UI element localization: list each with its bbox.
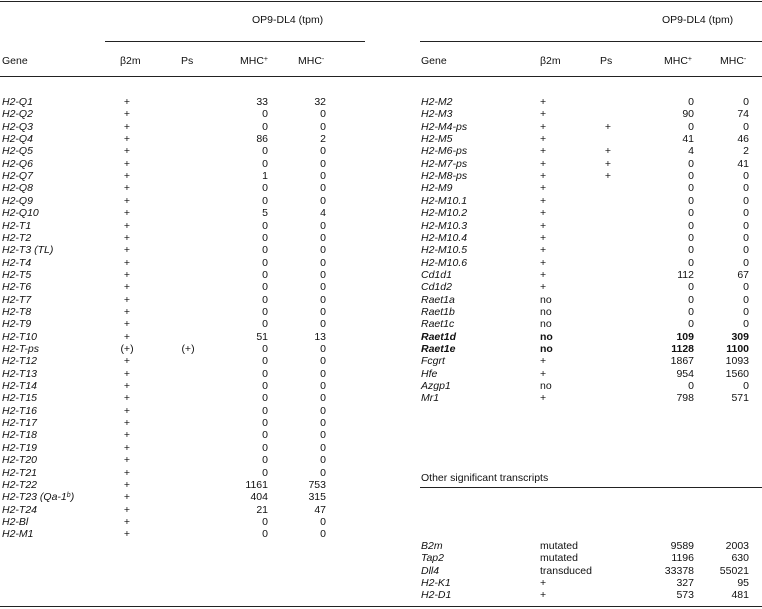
mhc-neg-cell: 0 [743, 182, 749, 195]
mhc-pos-cell: 0 [688, 182, 694, 195]
b2m-cell: + [123, 170, 131, 183]
mhc-pos-cell: 0 [262, 528, 268, 541]
top-rule [0, 1, 762, 2]
b2m-cell: + [540, 281, 547, 294]
gene-name-cell: H2-T6 [2, 281, 32, 294]
mhc-pos-cell: 0 [688, 244, 694, 257]
group-header-right: OP9-DL4 (tpm) [662, 14, 734, 26]
b2m-cell: + [540, 182, 547, 195]
gene-name-cell: Raet1a [421, 293, 455, 306]
mhc-pos-cell: 86 [256, 133, 268, 146]
gene-name-cell: H2-T22 [2, 478, 38, 491]
mhc-neg-cell: 0 [320, 404, 326, 417]
mhc-pos-cell: 0 [688, 293, 694, 306]
mhc-pos-cell: 0 [262, 145, 268, 158]
b2m-cell: no [540, 305, 552, 318]
mhc-pos-cell: 0 [688, 194, 694, 207]
b2m-cell: + [123, 157, 131, 170]
mhc-neg-cell: 0 [320, 244, 326, 257]
col-b2m-right: β2m [540, 55, 561, 67]
gene-name-cell: H2-T1 [2, 219, 32, 232]
col-gene-right: Gene [421, 55, 447, 67]
mhc-pos-cell: 0 [262, 305, 268, 318]
gene-name-cell: B2m [421, 540, 443, 552]
b2m-cell: no [540, 318, 552, 331]
mhc-neg-cell: 67 [737, 268, 749, 281]
mhc-neg-cell: 0 [320, 515, 326, 528]
mhc-neg-cell: 0 [743, 281, 749, 294]
gene-name-cell: H2-Bl [2, 515, 29, 528]
b2m-cell: + [540, 207, 547, 220]
b2m-cell: + [540, 367, 547, 380]
gene-name-cell: H2-T2 [2, 231, 32, 244]
mhc-neg-cell: 0 [320, 454, 326, 467]
col-mhc-neg-left: MHC- [298, 55, 325, 67]
mhc-neg-cell: 0 [743, 194, 749, 207]
mhc-neg-cell: 0 [743, 244, 749, 257]
b2m-cell: + [540, 256, 547, 269]
mhc-neg-cell: 41 [737, 157, 749, 170]
b2m-cell: transduced [540, 564, 592, 577]
b2m-cell: + [123, 231, 131, 244]
b2m-cell: mutated [540, 552, 578, 565]
mhc-neg-cell: 0 [743, 305, 749, 318]
mhc-neg-cell: 0 [743, 318, 749, 331]
mhc-pos-cell: 33378 [664, 564, 694, 577]
gene-name-cell: H2-K1 [421, 577, 451, 590]
gene-name-cell: Raet1d [421, 330, 457, 343]
mhc-pos-cell: 0 [262, 182, 268, 195]
mhc-neg-cell: 0 [320, 120, 326, 133]
gene-name-cell: H2-T14 [2, 380, 38, 393]
mhc-pos-cell: 0 [688, 231, 694, 244]
b2m-cell: + [540, 219, 547, 232]
b2m-cell: + [123, 244, 131, 257]
mhc-pos-cell: 0 [262, 268, 268, 281]
gene-name-cell: H2-T8 [2, 305, 32, 318]
mhc-neg-cell: 0 [320, 256, 326, 269]
gene-name-cell: H2-Q8 [2, 182, 33, 195]
mhc-pos-cell: 0 [262, 355, 268, 368]
b2m-cell: + [123, 96, 131, 108]
gene-name-cell: H2-Q7 [2, 170, 33, 183]
gene-name-cell: H2-T3 (TL) [2, 244, 54, 257]
ps-cell: + [604, 157, 612, 170]
mhc-pos-cell: 90 [682, 108, 694, 121]
mhc-neg-cell: 0 [743, 170, 749, 183]
b2m-cell: + [123, 478, 131, 491]
mhc-neg-cell: 0 [320, 170, 326, 183]
ps-cell: + [604, 170, 612, 183]
gene-name-cell: Mr1 [421, 392, 440, 405]
bottom-rule [0, 606, 762, 607]
mhc-neg-cell: 4 [320, 207, 326, 220]
b2m-cell: + [123, 293, 131, 306]
b2m-cell: + [123, 404, 131, 417]
mhc-neg-cell: 0 [743, 96, 749, 108]
mhc-neg-cell: 0 [320, 355, 326, 368]
mhc-pos-cell: 0 [688, 318, 694, 331]
gene-name-cell: H2-Q10 [2, 207, 39, 220]
gene-name-cell: H2-M3 [421, 108, 453, 121]
mhc-pos-cell: 327 [676, 577, 694, 590]
mhc-pos-cell: 1161 [245, 478, 268, 491]
mhc-pos-cell: 0 [262, 392, 268, 405]
mhc-pos-cell: 0 [262, 441, 268, 454]
mhc-neg-cell: 0 [743, 219, 749, 232]
mhc-neg-cell: 0 [320, 305, 326, 318]
gene-name-cell: H2-T9 [2, 318, 32, 331]
b2m-cell: + [123, 392, 131, 405]
mhc-pos-cell: 0 [262, 231, 268, 244]
col-ps-right: Ps [600, 55, 613, 67]
mhc-pos-cell: 109 [676, 330, 694, 343]
mhc-pos-cell: 0 [262, 293, 268, 306]
other-section-title: Other significant transcripts [421, 472, 549, 484]
b2m-cell: + [123, 268, 131, 281]
mhc-pos-cell: 9589 [670, 540, 694, 552]
mhc-pos-cell: 573 [676, 589, 694, 602]
mhc-pos-cell: 33 [256, 96, 268, 108]
gene-name-cell: H2-M5 [421, 133, 453, 146]
mhc-pos-cell: 0 [262, 380, 268, 393]
gene-name-cell: H2-M10.4 [421, 231, 468, 244]
mhc-neg-cell: 309 [731, 330, 749, 343]
mhc-pos-cell: 798 [676, 392, 694, 405]
b2m-cell: + [540, 589, 547, 602]
mhc-neg-cell: 0 [743, 380, 749, 393]
gene-name-cell: H2-M10.5 [421, 244, 468, 257]
mhc-pos-cell: 404 [250, 491, 268, 504]
mhc-neg-cell: 0 [320, 417, 326, 430]
mhc-pos-cell: 0 [262, 219, 268, 232]
mhc-pos-cell: 0 [262, 404, 268, 417]
mhc-pos-cell: 51 [256, 330, 268, 343]
mhc-neg-cell: 0 [320, 392, 326, 405]
gene-name-cell: H2-T15 [2, 392, 38, 405]
b2m-cell: + [123, 120, 131, 133]
gene-name-cell: H2-T23 (Qa-1$^b$) [2, 491, 75, 504]
mhc-pos-cell: 41 [682, 133, 694, 146]
b2m-cell: + [540, 244, 547, 257]
gene-name-cell: H2-T20 [2, 454, 38, 467]
col-b2m-left: β2m [120, 55, 141, 67]
gene-name-cell: H2-M10.3 [421, 219, 468, 232]
mhc-pos-cell: 21 [256, 503, 268, 516]
gene-name-cell: H2-M8-ps [421, 170, 468, 183]
mhc-neg-cell: 55021 [719, 564, 749, 577]
ps-cell: + [604, 120, 612, 133]
ps-cell: (+) [181, 343, 195, 355]
b2m-cell: + [123, 256, 131, 269]
mhc-neg-cell: 1100 [726, 343, 749, 355]
b2m-cell: + [123, 182, 131, 195]
b2m-cell: + [123, 318, 131, 331]
mhc-neg-cell: 753 [308, 478, 326, 491]
gene-name-cell: H2-D1 [421, 589, 452, 602]
mhc-neg-cell: 630 [731, 552, 749, 565]
mhc-pos-cell: 0 [688, 281, 694, 294]
mhc-pos-cell: 0 [262, 108, 268, 121]
mhc-neg-cell: 0 [320, 380, 326, 393]
mhc-neg-cell: 0 [743, 293, 749, 306]
b2m-cell: + [123, 515, 131, 528]
gene-name-cell: H2-T12 [2, 355, 38, 368]
mhc-pos-cell: 0 [262, 466, 268, 479]
gene-name-cell: H2-M10.1 [421, 194, 468, 207]
gene-name-cell: Azgp1 [421, 380, 451, 393]
gene-name-cell: H2-M7-ps [421, 157, 468, 170]
b2m-cell: + [123, 380, 131, 393]
mhc-pos-cell: 0 [262, 417, 268, 430]
gene-name-cell: H2-M6-ps [421, 145, 468, 158]
gene-name-cell: H2-M10.2 [421, 207, 468, 220]
mhc-neg-cell: 0 [743, 256, 749, 269]
mhc-neg-cell: 0 [320, 367, 326, 380]
mhc-pos-cell: 0 [262, 120, 268, 133]
gene-name-cell: H2-T13 [2, 367, 38, 380]
gene-name-cell: H2-Q4 [2, 133, 33, 146]
gene-name-cell: H2-Q6 [2, 157, 33, 170]
mhc-pos-cell: 0 [688, 157, 694, 170]
mhc-neg-cell: 0 [320, 528, 326, 541]
mhc-neg-cell: 0 [320, 429, 326, 442]
mhc-neg-cell: 0 [320, 281, 326, 294]
mhc-pos-cell: 0 [262, 429, 268, 442]
mhc-pos-cell: 1128 [671, 343, 694, 355]
mhc-neg-cell: 74 [737, 108, 749, 121]
mhc-neg-cell: 315 [308, 491, 326, 504]
b2m-cell: + [540, 170, 547, 183]
gene-name-cell: Raet1b [421, 305, 455, 318]
mhc-neg-cell: 0 [320, 182, 326, 195]
gene-name-cell: H2-T19 [2, 441, 38, 454]
gene-name-cell: H2-M9 [421, 182, 453, 195]
col-mhc-neg-right: MHC- [720, 55, 747, 67]
gene-name-cell: H2-M2 [421, 96, 453, 108]
mhc-neg-cell: 0 [320, 268, 326, 281]
col-mhc-pos-left: MHC+ [240, 55, 269, 67]
gene-name-cell: H2-T16 [2, 404, 38, 417]
gene-name-cell: H2-Q5 [2, 145, 33, 158]
gene-name-cell: H2-T-ps [2, 343, 39, 355]
b2m-cell: + [540, 108, 547, 121]
mhc-neg-cell: 1560 [725, 367, 749, 380]
mhc-pos-cell: 0 [688, 120, 694, 133]
mhc-pos-cell: 5 [262, 207, 268, 220]
mhc-pos-cell: 0 [688, 256, 694, 269]
gene-name-cell: H2-T18 [2, 429, 38, 442]
other-rule [420, 487, 762, 488]
b2m-cell: mutated [540, 540, 578, 552]
mhc-neg-cell: 0 [320, 231, 326, 244]
b2m-cell: + [540, 96, 547, 108]
b2m-cell: + [540, 231, 547, 244]
group-header-left: OP9-DL4 (tpm) [252, 14, 324, 26]
b2m-cell: no [540, 293, 552, 306]
mhc-neg-cell: 47 [314, 503, 326, 516]
group-rule-right [420, 41, 762, 42]
gene-name-cell: H2-T7 [2, 293, 32, 306]
b2m-cell: + [540, 577, 547, 590]
gene-name-cell: H2-T10 [2, 330, 38, 343]
gene-name-cell: Raet1e [421, 343, 456, 355]
mhc-pos-cell: 0 [262, 256, 268, 269]
gene-name-cell: H2-Q2 [2, 108, 33, 121]
b2m-cell: + [123, 194, 131, 207]
b2m-cell: + [123, 219, 131, 232]
mhc-pos-cell: 0 [262, 515, 268, 528]
gene-name-cell: H2-T24 [2, 503, 38, 516]
mhc-pos-cell: 0 [262, 244, 268, 257]
b2m-cell: no [540, 330, 553, 343]
b2m-cell: + [540, 392, 547, 405]
mhc-neg-cell: 0 [743, 231, 749, 244]
ps-cell: + [604, 145, 612, 158]
mhc-pos-cell: 0 [688, 170, 694, 183]
mhc-pos-cell: 0 [688, 305, 694, 318]
b2m-cell: + [123, 528, 131, 541]
gene-name-cell: Dll4 [421, 564, 440, 577]
b2m-cell: no [540, 343, 553, 355]
b2m-cell: + [123, 441, 131, 454]
b2m-cell: no [540, 380, 552, 393]
group-rule-left [105, 41, 365, 42]
mhc-pos-cell: 0 [262, 194, 268, 207]
mhc-pos-cell: 112 [677, 268, 694, 281]
gene-name-cell: Cd1d1 [421, 268, 452, 281]
mhc-pos-cell: 0 [262, 367, 268, 380]
b2m-cell: + [123, 503, 131, 516]
mhc-neg-cell: 0 [320, 343, 326, 355]
b2m-cell: + [123, 417, 131, 430]
mhc-pos-cell: 0 [688, 380, 694, 393]
b2m-cell: + [540, 355, 547, 368]
b2m-cell: + [123, 355, 131, 368]
mhc-neg-cell: 571 [731, 392, 749, 405]
gene-name-cell: H2-Q3 [2, 120, 33, 133]
mhc-neg-cell: 0 [320, 219, 326, 232]
mhc-neg-cell: 0 [320, 157, 326, 170]
mhc-pos-cell: 4 [688, 145, 694, 158]
mhc-pos-cell: 0 [262, 343, 268, 355]
mhc-pos-cell: 0 [262, 157, 268, 170]
mhc-pos-cell: 0 [688, 207, 694, 220]
mhc-neg-cell: 0 [320, 108, 326, 121]
col-ps-left: Ps [181, 55, 194, 67]
gene-name-cell: H2-Q1 [2, 96, 33, 108]
mhc-neg-cell: 0 [320, 441, 326, 454]
mhc-pos-cell: 0 [262, 454, 268, 467]
b2m-cell: + [123, 367, 131, 380]
mhc-neg-cell: 0 [320, 194, 326, 207]
mhc-neg-cell: 0 [743, 120, 749, 133]
b2m-cell: + [123, 281, 131, 294]
gene-name-cell: Fcgrt [421, 355, 445, 368]
mhc-neg-cell: 0 [320, 318, 326, 331]
b2m-cell: + [123, 133, 131, 146]
mhc-pos-cell: 1 [262, 170, 268, 183]
gene-name-cell: H2-M1 [2, 528, 34, 541]
gene-name-cell: H2-M4-ps [421, 120, 468, 133]
b2m-cell: + [123, 145, 131, 158]
b2m-cell: + [123, 466, 131, 479]
mhc-neg-cell: 2 [320, 133, 326, 146]
mhc-pos-cell: 1867 [670, 355, 694, 368]
mhc-pos-cell: 1196 [671, 552, 694, 565]
b2m-cell: + [540, 157, 547, 170]
b2m-cell: + [123, 108, 131, 121]
mhc-neg-cell: 0 [743, 207, 749, 220]
b2m-cell: + [123, 429, 131, 442]
mhc-neg-cell: 32 [314, 96, 326, 108]
col-mhc-pos-right: MHC+ [664, 55, 693, 67]
mhc-pos-cell: 0 [688, 219, 694, 232]
b2m-cell: + [123, 305, 131, 318]
mhc-neg-cell: 2003 [725, 540, 749, 552]
gene-name-cell: H2-Q9 [2, 194, 33, 207]
b2m-cell: + [540, 194, 547, 207]
b2m-cell: + [123, 454, 131, 467]
mhc-neg-cell: 481 [731, 589, 749, 602]
gene-name-cell: H2-T5 [2, 268, 32, 281]
mhc-neg-cell: 0 [320, 293, 326, 306]
col-gene-left: Gene [2, 55, 28, 67]
header-rule [0, 76, 762, 77]
gene-name-cell: Hfe [421, 367, 438, 380]
b2m-cell: + [540, 145, 547, 158]
b2m-cell: + [540, 120, 547, 133]
mhc-neg-cell: 0 [320, 466, 326, 479]
gene-name-cell: H2-M10.6 [421, 256, 468, 269]
mhc-neg-cell: 0 [320, 145, 326, 158]
b2m-cell: + [123, 330, 131, 343]
mhc-neg-cell: 95 [737, 577, 749, 590]
mhc-pos-cell: 0 [262, 281, 268, 294]
mhc-pos-cell: 0 [262, 318, 268, 331]
b2m-cell: + [123, 491, 131, 504]
gene-name-cell: Tap2 [421, 552, 444, 565]
b2m-cell: + [123, 207, 131, 220]
b2m-cell: + [540, 133, 547, 146]
b2m-cell: + [540, 268, 547, 281]
gene-name-cell: Cd1d2 [421, 281, 452, 294]
mhc-neg-cell: 46 [737, 133, 749, 146]
gene-name-cell: H2-T17 [2, 417, 38, 430]
mhc-neg-cell: 1093 [725, 355, 749, 368]
mhc-neg-cell: 13 [314, 330, 326, 343]
mhc-pos-cell: 954 [676, 367, 694, 380]
mhc-neg-cell: 2 [743, 145, 749, 158]
gene-name-cell: H2-T4 [2, 256, 32, 269]
mhc-pos-cell: 0 [688, 96, 694, 108]
b2m-cell: (+) [120, 343, 134, 355]
gene-name-cell: H2-T21 [2, 466, 38, 479]
gene-name-cell: Raet1c [421, 318, 455, 331]
